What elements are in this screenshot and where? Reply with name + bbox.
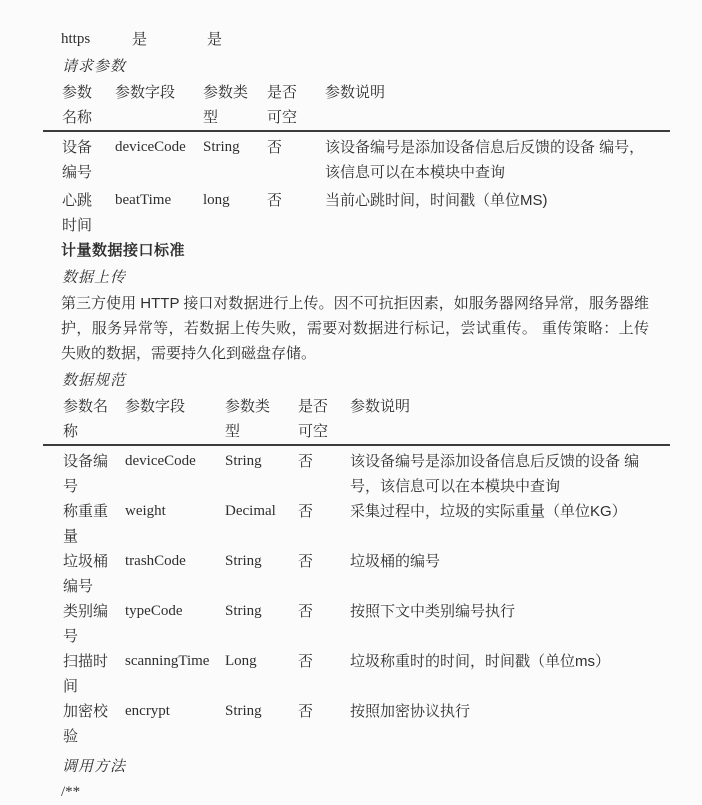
data-upload-paragraph: 第三方使用 HTTP 接口对数据进行上传。因不可抗拒因素，如服务器网络异常，服务器维护，服务异常等，若数据上传失败，需要对数据进行标记，尝试重传。 重传策略：上传失败的数据，需要持久化到磁盘存储。 <box>61 295 649 362</box>
header-param-name: 参数名称 <box>62 84 93 126</box>
table-row <box>43 699 670 749</box>
param-field-cell: encrypt <box>125 703 170 719</box>
previous-table-last-row <box>61 27 672 52</box>
param-desc-cell: 该设备编号是添加设备信息后反馈的设备 编号，该信息可以在本模块中查询 <box>325 139 645 181</box>
nullable-cell: 否 <box>298 553 314 570</box>
param-desc-cell: 采集过程中，垃圾的实际重量（单位KG） <box>350 503 627 520</box>
table-row <box>43 599 670 649</box>
param-name-cell: 扫描时间 <box>63 653 109 695</box>
nullable-cell: 否 <box>298 703 314 720</box>
param-type-cell: String <box>225 553 262 569</box>
nullable-cell: 否 <box>298 653 314 670</box>
param-type-cell: Decimal <box>225 503 276 519</box>
table-header-row <box>43 394 670 446</box>
table-row <box>43 499 670 549</box>
call-method-heading: 调用方法 <box>62 759 127 775</box>
param-name-cell: 设备编号 <box>62 139 93 181</box>
code-comment-line: /** <box>61 784 81 800</box>
request-params-table <box>43 80 670 238</box>
param-desc-cell: 按照下文中类别编号执行 <box>350 603 516 620</box>
param-field-cell: weight <box>125 503 166 519</box>
table-row <box>43 185 670 238</box>
header-param-name: 参数名称 <box>63 398 109 440</box>
nullable-cell: 否 <box>267 192 283 209</box>
table-body <box>43 446 670 749</box>
param-type-cell: String <box>225 453 262 469</box>
header-nullable: 是否可空 <box>298 398 329 440</box>
param-desc-cell: 垃圾桶的编号 <box>350 553 441 570</box>
table-row <box>43 446 670 499</box>
table-row <box>43 649 670 699</box>
param-field-cell: deviceCode <box>115 139 186 155</box>
param-type-cell: long <box>203 192 230 208</box>
param-field-cell: typeCode <box>125 603 183 619</box>
param-type-cell: String <box>203 139 240 155</box>
param-name-cell: 称重重量 <box>63 503 109 545</box>
flag-cell: 是 <box>207 31 223 48</box>
param-desc-cell: 当前心跳时间，时间戳（单位MS) <box>325 192 548 209</box>
data-spec-table <box>43 394 670 749</box>
param-type-cell: Long <box>225 653 257 669</box>
data-spec-subheading: 数据规范 <box>62 373 127 389</box>
param-desc-cell: 该设备编号是添加设备信息后反馈的设备 编号，该信息可以在本模块中查询 <box>350 453 640 495</box>
table-row <box>43 549 670 599</box>
protocol-cell: https <box>61 31 91 47</box>
param-type-cell: String <box>225 703 262 719</box>
param-desc-cell: 按照加密协议执行 <box>350 703 471 720</box>
metering-standard-heading: 计量数据接口标准 <box>61 242 186 259</box>
nullable-cell: 否 <box>267 139 283 156</box>
param-name-cell: 类别编号 <box>63 603 109 645</box>
header-param-desc: 参数说明 <box>350 398 411 415</box>
nullable-cell: 否 <box>298 453 314 470</box>
nullable-cell: 否 <box>298 503 314 520</box>
param-name-cell: 垃圾桶编号 <box>63 553 109 595</box>
nullable-cell: 否 <box>298 603 314 620</box>
param-name-cell: 心跳时间 <box>62 192 93 234</box>
data-upload-subheading: 数据上传 <box>62 270 127 286</box>
header-param-desc: 参数说明 <box>325 84 386 101</box>
header-param-field: 参数字段 <box>115 84 176 101</box>
param-desc-cell: 垃圾称重时的时间，时间戳（单位ms） <box>350 653 610 670</box>
flag-cell: 是 <box>132 31 148 48</box>
table-body <box>43 132 670 238</box>
param-type-cell: String <box>225 603 262 619</box>
header-param-type: 参数类型 <box>225 398 271 440</box>
param-field-cell: trashCode <box>125 553 186 569</box>
table-header-row <box>43 80 670 132</box>
header-nullable: 是否可空 <box>267 84 298 126</box>
table-row <box>43 132 670 185</box>
param-name-cell: 设备编号 <box>63 453 109 495</box>
param-field-cell: beatTime <box>115 192 172 208</box>
param-field-cell: scanningTime <box>125 653 210 669</box>
header-param-type: 参数类型 <box>203 84 249 126</box>
param-field-cell: deviceCode <box>125 453 196 469</box>
request-params-heading: 请求参数 <box>62 59 127 75</box>
param-name-cell: 加密校验 <box>63 703 109 745</box>
header-param-field: 参数字段 <box>125 398 186 415</box>
